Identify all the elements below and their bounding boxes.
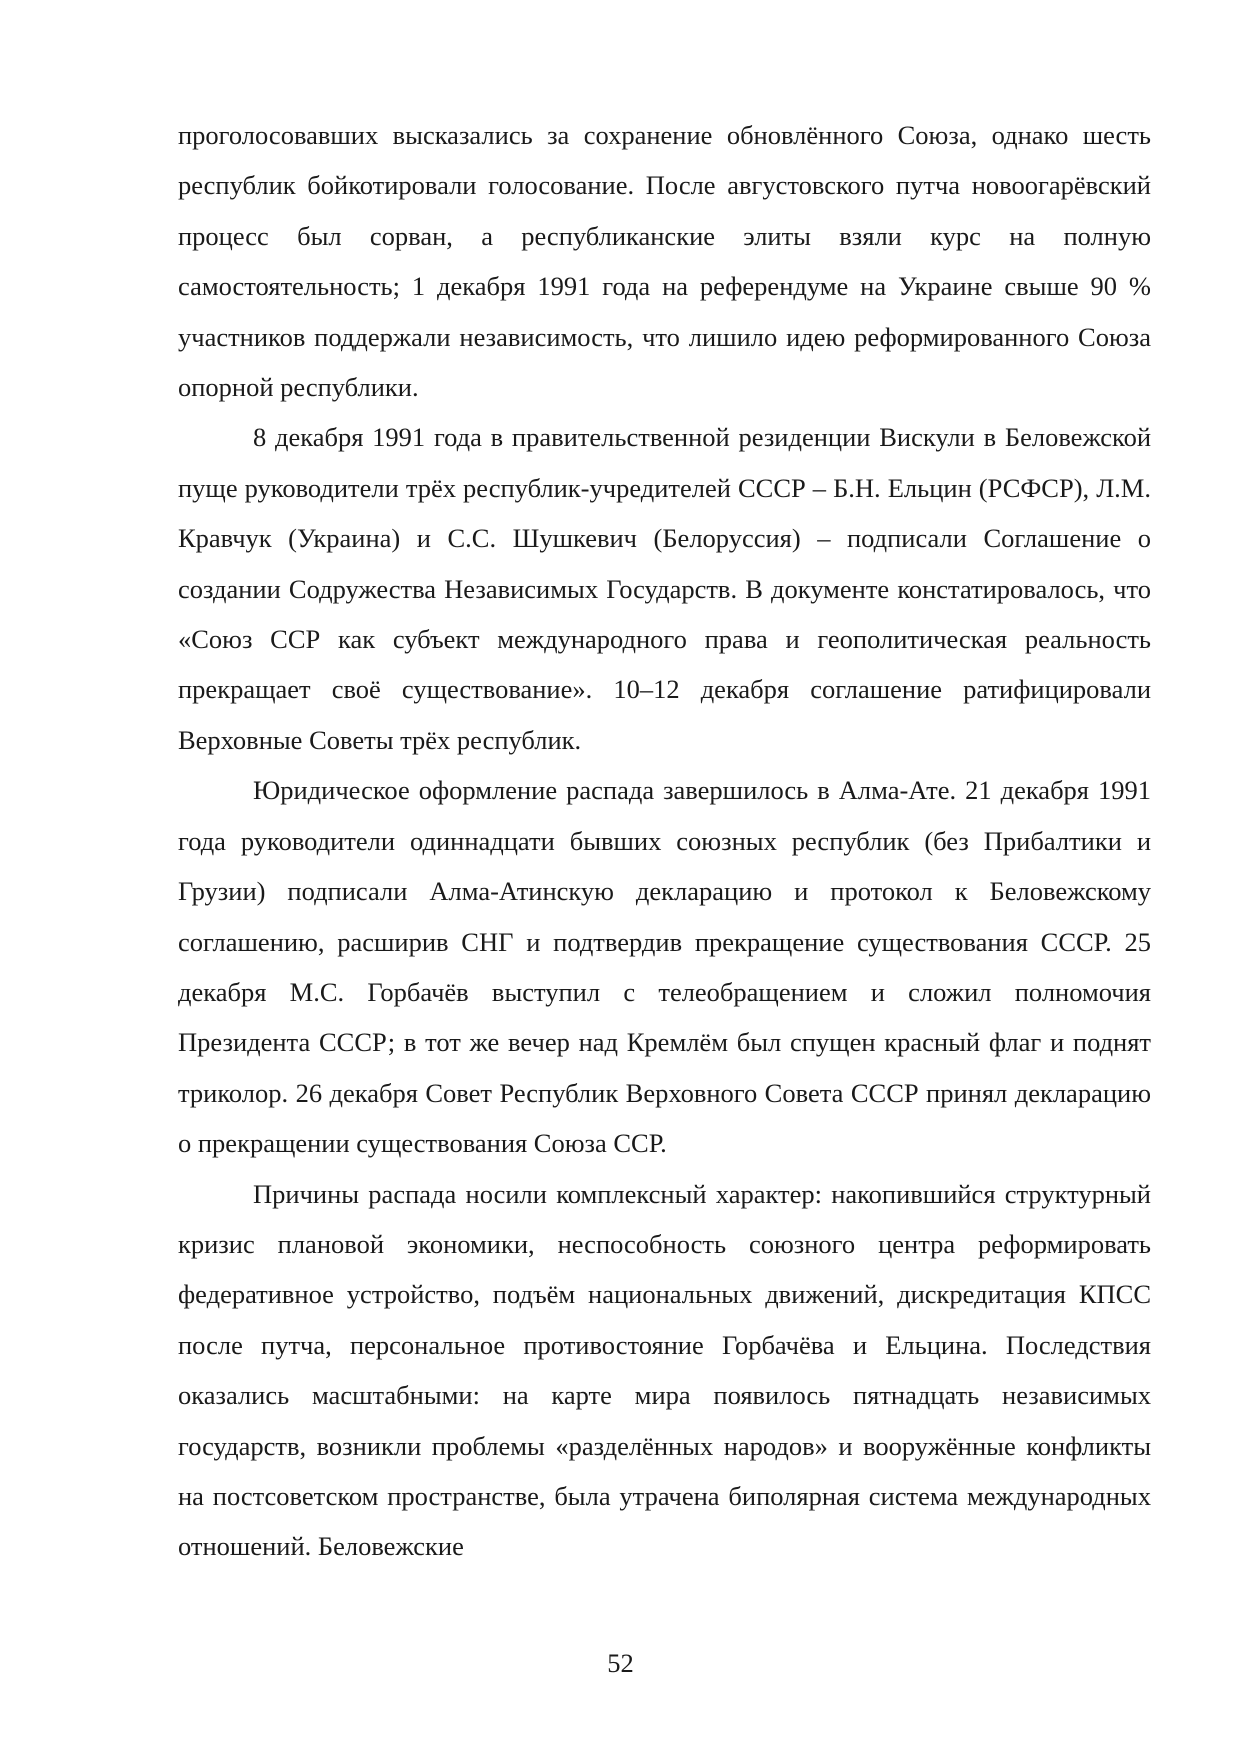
paragraph-continuation: проголосовавших высказались за сохранение обновлённого Союза, однако шесть республик бойкотировали голосование. После августовского путча новоогарёвский процесс был сорван, а республиканские элиты взяли курс на полную самостоятельность; 1 декабря 1991 года на референдуме на Украине свыше 90 % участников поддержали независимость, что лишило идею реформированного Союза опорной республики. (178, 120, 1151, 403)
body-text (178, 110, 1151, 1572)
page-number: 52 (607, 1648, 634, 1678)
paragraph-alma-ata: Юридическое оформление распада завершилось в Алма-Ате. 21 декабря 1991 года руководители одиннадцати бывших союзных республик (без Прибалтики и Грузии) подписали Алма-Атинскую декларацию и протокол к Беловежскому соглашению, расширив СНГ и подтвердив прекращение существования СССР. 25 декабря М.С. Горбачёв выступил с телеобращением и сложил полномочия Президента СССР; в тот же вечер над Кремлём был спущен красный флаг и поднят триколор. 26 декабря Совет Республик Верховного Совета СССР принял декларацию о прекращении существования Союза ССР. (178, 775, 1151, 1159)
paragraph-belovezh-agreement: 8 декабря 1991 года в правительственной резиденции Вискули в Беловежской пуще руководители трёх республик-учредителей СССР – Б.Н. Ельцин (РСФСР), Л.М. Кравчук (Украина) и С.С. Шушкевич (Белоруссия) – подписали Соглашение о создании Содружества Независимых Государств. В документе констатировалось, что «Союз ССР как субъект международного права и геополитическая реальность прекращает своё существование». 10–12 декабря соглашение ратифицировали Верховные Советы трёх республик. (178, 422, 1151, 755)
paragraph-causes: Причины распада носили комплексный характер: накопившийся структурный кризис плановой экономики, неспособность союзного центра реформировать федеративное устройство, подъём национальных движений, дискредитация КПСС после путча, персональное противостояние Горбачёва и Ельцина. Последствия оказались масштабными: на карте мира появилось пятнадцать независимых государств, возникли проблемы «разделённых народов» и вооружённые конфликты на постсоветском пространстве, была утрачена биполярная система международных отношений. Беловежские (178, 1178, 1151, 1562)
